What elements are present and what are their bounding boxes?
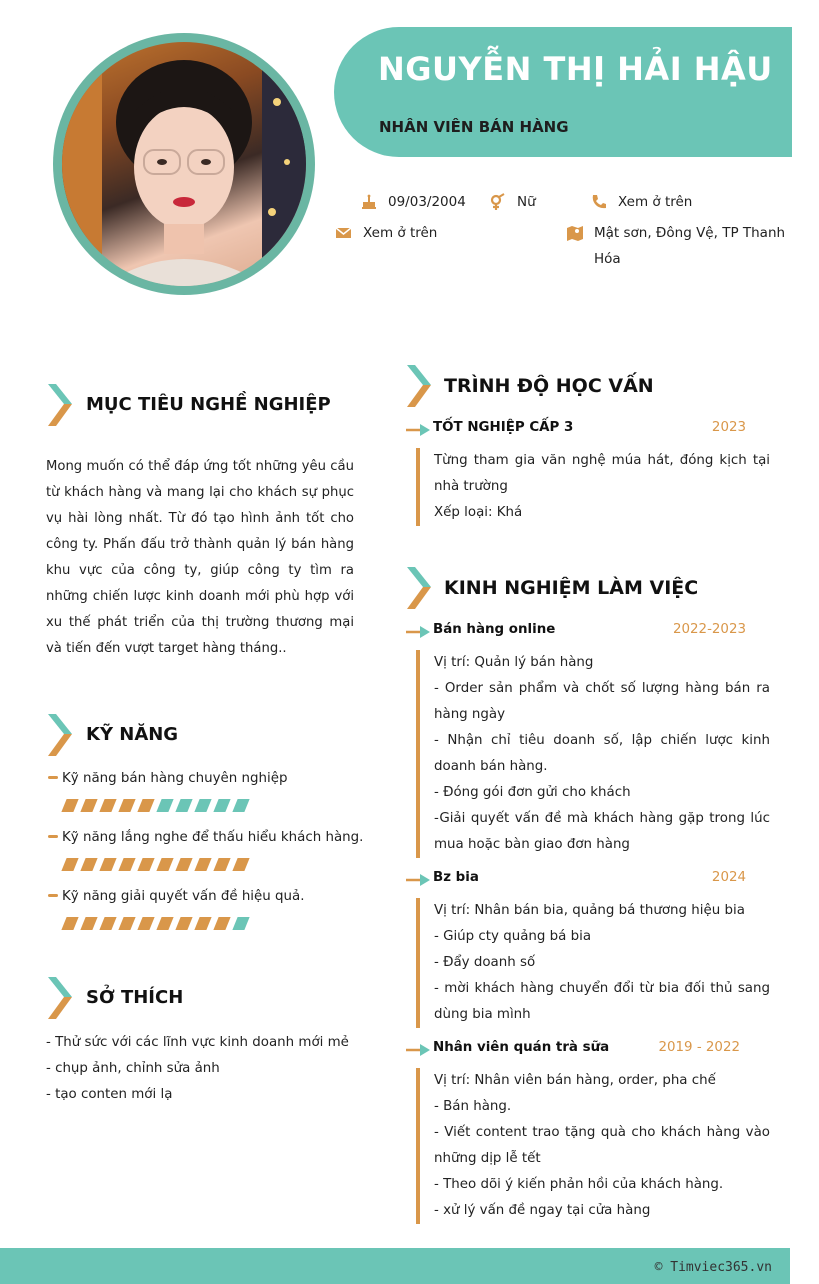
arrow-right-icon bbox=[406, 626, 430, 638]
experience-details bbox=[416, 898, 770, 1028]
skill-segment-filled bbox=[194, 858, 211, 871]
arrow-right-icon bbox=[406, 1044, 430, 1056]
experience-entry-header bbox=[406, 622, 766, 642]
chevron-section-icon bbox=[46, 977, 72, 1021]
education-name: TỐT NGHIỆP CẤP 3 bbox=[433, 420, 574, 435]
chevron-section-icon bbox=[46, 714, 72, 758]
skill-segment-empty bbox=[213, 799, 230, 812]
mail-icon bbox=[335, 224, 353, 242]
detail-line: - Đóng gói đơn gửi cho khách bbox=[434, 785, 631, 800]
skill-segment-filled bbox=[118, 799, 135, 812]
skill-level-bar bbox=[46, 799, 366, 812]
chevron-section-icon bbox=[405, 365, 431, 409]
skill-segment-filled bbox=[213, 917, 230, 930]
detail-line: - Giúp cty quảng bá bia bbox=[434, 929, 592, 944]
job-title: NHÂN VIÊN BÁN HÀNG bbox=[379, 118, 569, 136]
portrait-illustration bbox=[62, 42, 306, 286]
skill-segment-empty bbox=[194, 799, 211, 812]
phone: Xem ở trên bbox=[618, 194, 693, 210]
objective-title: MỤC TIÊU NGHỀ NGHIỆP bbox=[86, 394, 331, 415]
email: Xem ở trên bbox=[363, 225, 438, 241]
detail-line: - mời khách hàng chuyển đổi từ bia đối thủ sang dùng bia mình bbox=[434, 981, 770, 1022]
skill-label: Kỹ năng lắng nghe để thấu hiểu khách hàng. bbox=[46, 828, 366, 848]
detail-line: Xếp loại: Khá bbox=[434, 505, 523, 520]
experience-year: 2019 - 2022 bbox=[658, 1040, 740, 1055]
birthday: 09/03/2004 bbox=[388, 194, 466, 210]
skill-segment-filled bbox=[99, 917, 116, 930]
experience-name: Nhân viên quán trà sữa bbox=[433, 1040, 610, 1055]
skill-segment-filled bbox=[175, 917, 192, 930]
skill-segment-filled bbox=[61, 858, 78, 871]
skill-segment-filled bbox=[137, 917, 154, 930]
detail-line: - xử lý vấn đề ngay tại cửa hàng bbox=[434, 1203, 651, 1218]
birthday-row bbox=[360, 189, 466, 215]
arrow-right-icon bbox=[406, 874, 430, 886]
skill-label: Kỹ năng giải quyết vấn đề hiệu quả. bbox=[46, 887, 366, 907]
avatar-ring bbox=[53, 33, 315, 295]
hobby-item: - Thử sức với các lĩnh vực kinh doanh mới mẻ bbox=[46, 1035, 349, 1050]
chevron-section-icon bbox=[405, 567, 431, 611]
experience-details bbox=[416, 650, 770, 858]
header-band bbox=[334, 27, 792, 157]
detail-line: - Nhận chỉ tiêu doanh số, lập chiến lược kinh doanh bán hàng. bbox=[434, 733, 770, 774]
skill-segment-filled bbox=[194, 917, 211, 930]
skill-segment-filled bbox=[232, 858, 249, 871]
detail-line: Vị trí: Quản lý bán hàng bbox=[434, 655, 594, 670]
arrow-right-icon bbox=[406, 424, 430, 436]
skill-segment-filled bbox=[175, 858, 192, 871]
experience-entry-header bbox=[406, 870, 766, 890]
detail-line: - Bán hàng. bbox=[434, 1099, 512, 1114]
skill-level-bar bbox=[46, 917, 366, 930]
skill-segment-filled bbox=[80, 858, 97, 871]
skill-segment-filled bbox=[99, 858, 116, 871]
experience-entry-header bbox=[406, 1040, 766, 1060]
skill-label: Kỹ năng bán hàng chuyên nghiệp bbox=[46, 769, 366, 789]
avatar bbox=[62, 42, 306, 286]
gender-icon bbox=[489, 193, 507, 211]
detail-line: - Đẩy doanh số bbox=[434, 955, 536, 970]
skill-segment-empty bbox=[232, 917, 249, 930]
address-row bbox=[566, 220, 786, 272]
skill-segment-filled bbox=[118, 917, 135, 930]
hobbies-list bbox=[46, 1030, 366, 1108]
cake-icon bbox=[360, 193, 378, 211]
hobbies-title: SỞ THÍCH bbox=[86, 987, 184, 1008]
skill-level-bar bbox=[46, 858, 366, 871]
map-icon bbox=[566, 224, 584, 242]
detail-line: Vị trí: Nhân bán bia, quảng bá thương hiệu bia bbox=[434, 903, 745, 918]
skill-segment-filled bbox=[118, 858, 135, 871]
skill-segment-filled bbox=[156, 917, 173, 930]
candidate-name: NGUYỄN THỊ HẢI HẬU bbox=[378, 50, 773, 88]
email-row bbox=[335, 220, 437, 246]
skills-title: KỸ NĂNG bbox=[86, 724, 179, 745]
chevron-section-icon bbox=[46, 384, 72, 428]
experience-name: Bz bia bbox=[433, 870, 479, 885]
skill-segment-filled bbox=[80, 799, 97, 812]
skill-segment-filled bbox=[213, 858, 230, 871]
skill-segment-filled bbox=[61, 799, 78, 812]
footer-credit: © Timviec365.vn bbox=[654, 1260, 772, 1275]
education-entry-header bbox=[406, 420, 766, 440]
detail-line: -Giải quyết vấn đề mà khách hàng gặp trong lúc mua hoặc bàn giao đơn hàng bbox=[434, 811, 770, 852]
detail-line: Từng tham gia văn nghệ múa hát, đóng kịch tại nhà trường bbox=[434, 453, 770, 494]
skill-segment-filled bbox=[156, 858, 173, 871]
experience-name: Bán hàng online bbox=[433, 622, 556, 637]
experience-year: 2024 bbox=[711, 870, 746, 885]
education-year: 2023 bbox=[711, 420, 746, 435]
phone-icon bbox=[590, 193, 608, 211]
education-title: TRÌNH ĐỘ HỌC VẤN bbox=[444, 375, 654, 397]
detail-line: - Viết content trao tặng quà cho khách hàng vào những dịp lễ tết bbox=[434, 1125, 770, 1166]
skill-item bbox=[46, 887, 366, 930]
objective-text: Mong muốn có thể đáp ứng tốt những yêu cầu từ khách hàng và mang lại cho khách sự phục vụ hài lòng nhất. Từ đó tạo hình ảnh tốt cho công ty. Phấn đấu trở thành quản lý bán hàng khu vực của công ty, giúp công ty tìm ra những chiến lược kinh doanh mới phù hợp với xu thế phát triển của thị trường thương mại và tiến đến vượt target hàng tháng.. bbox=[46, 459, 354, 656]
detail-line: - Theo dõi ý kiến phản hồi của khách hàng. bbox=[434, 1177, 724, 1192]
skill-segment-filled bbox=[137, 858, 154, 871]
footer-band bbox=[0, 1248, 790, 1284]
skill-segment-filled bbox=[80, 917, 97, 930]
hobby-item: - tạo conten mới lạ bbox=[46, 1087, 173, 1102]
gender: Nữ bbox=[517, 194, 536, 210]
skill-segment-empty bbox=[175, 799, 192, 812]
detail-line: - Order sản phẩm và chốt số lượng hàng bán ra hàng ngày bbox=[434, 681, 770, 722]
education-details bbox=[416, 448, 770, 526]
skill-segment-filled bbox=[137, 799, 154, 812]
skill-segment-empty bbox=[232, 799, 249, 812]
skill-item bbox=[46, 828, 366, 871]
detail-line: Vị trí: Nhân viên bán hàng, order, pha chế bbox=[434, 1073, 716, 1088]
skill-segment-filled bbox=[99, 799, 116, 812]
experience-details bbox=[416, 1068, 770, 1224]
experience-title: KINH NGHIỆM LÀM VIỆC bbox=[444, 577, 699, 599]
skill-item bbox=[46, 769, 366, 812]
experience-year: 2022-2023 bbox=[673, 622, 746, 637]
hobby-item: - chụp ảnh, chỉnh sửa ảnh bbox=[46, 1061, 220, 1076]
skill-segment-filled bbox=[61, 917, 78, 930]
phone-row bbox=[590, 189, 692, 215]
skill-segment-empty bbox=[156, 799, 173, 812]
gender-row bbox=[489, 189, 536, 215]
address: Mật sơn, Đông Vệ, TP Thanh Hóa bbox=[594, 225, 786, 267]
